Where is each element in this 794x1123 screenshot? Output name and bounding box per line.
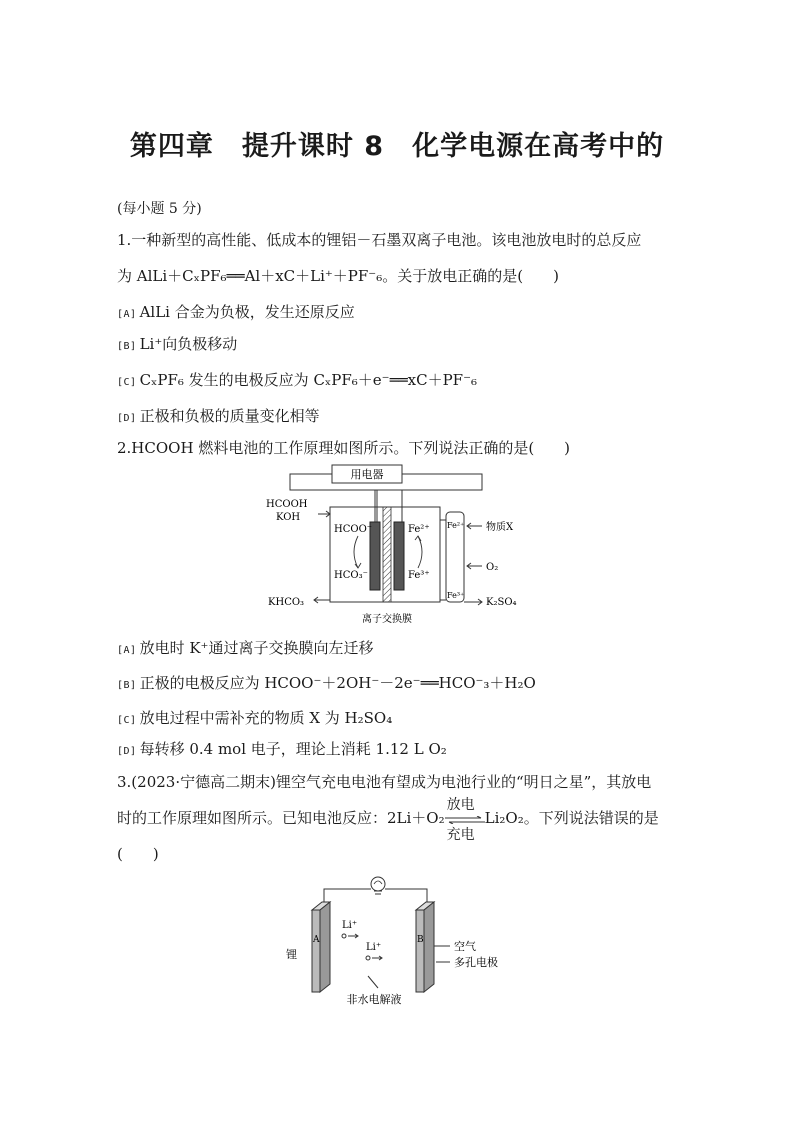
input-hcooh-label: HCOOH — [266, 499, 308, 510]
ion-fe3-label: Fe³⁺ — [408, 570, 430, 581]
q3-line2-part-a: 时的工作原理如图所示。已知电池反应：2Li＋O₂ — [117, 809, 445, 827]
option-tag: [C] — [117, 715, 137, 726]
reversible-arrow — [445, 797, 485, 843]
option-tag: [B] — [117, 680, 137, 691]
tank-fe2-label: Fe²⁺ — [447, 521, 465, 530]
electrode-b-label: B — [417, 935, 424, 945]
q3-stem-line1: 3.(2023·宁德高二期末)锂空气充电电池有望成为电池行业的“明日之星”，其放电 — [117, 773, 652, 791]
page-title: 第四章 提升课时 8 化学电源在高考中的 — [129, 131, 665, 162]
electrode-a-label: A — [313, 935, 320, 945]
fuel-cell-diagram — [262, 462, 532, 632]
device-label: 用电器 — [350, 468, 384, 481]
output-khco3-label: KHCO₃ — [268, 597, 305, 608]
lithium-label: 锂 — [286, 948, 297, 961]
option-text: 放电时 K⁺通过离子交换膜向左迁移 — [139, 639, 374, 657]
option-text: 每转移 0.4 mol 电子，理论上消耗 1.12 L O₂ — [139, 740, 447, 758]
tank-fe3-label: Fe³⁺ — [447, 591, 465, 600]
membrane-label: 离子交换膜 — [362, 614, 412, 625]
electrolyte-label: 非水电解液 — [346, 993, 402, 1006]
q2-option-a[interactable] — [117, 637, 373, 658]
option-tag: [C] — [117, 377, 137, 388]
q1-option-c[interactable] — [117, 369, 477, 390]
option-text: 正极和负极的质量变化相等 — [139, 407, 320, 425]
q2-stem: 2.HCOOH 燃料电池的工作原理如图所示。下列说法正确的是( ) — [117, 439, 571, 457]
porous-electrode-label: 多孔电极 — [454, 956, 498, 969]
input-x-label: 物质X — [486, 522, 514, 533]
option-text: 正极的电极反应为 HCOO⁻＋2OH⁻－2e⁻══HCO⁻₃＋H₂O — [139, 674, 536, 692]
q2-option-d[interactable] — [117, 738, 447, 759]
arrow-bottom-label: 充电 — [446, 827, 475, 843]
q1-stem-line2: 为 AlLi＋CₓPF₆══Al＋xC＋Li⁺＋PF⁻₆。关于放电正确的是( ) — [117, 267, 559, 285]
option-tag: [D] — [117, 746, 137, 757]
q1-option-b[interactable] — [117, 333, 237, 354]
option-tag: [A] — [117, 309, 137, 320]
ion-hco3-label: HCO₃⁻ — [334, 570, 368, 581]
q3-stem-line2 — [117, 797, 659, 843]
li-ion-label-1: Li⁺ — [342, 920, 358, 931]
option-tag: [B] — [117, 341, 137, 352]
option-text: CₓPF₆ 发生的电极反应为 CₓPF₆＋e⁻══xC＋PF⁻₆ — [139, 371, 478, 389]
q2-option-b[interactable] — [117, 672, 536, 693]
q3-line2-part-b: Li₂O₂。下列说法错误的是 — [484, 809, 659, 827]
q2-option-c[interactable] — [117, 707, 392, 728]
ion-hcoo-label: HCOO⁻ — [334, 524, 373, 535]
option-tag: [D] — [117, 413, 137, 424]
double-arrow-icon — [445, 816, 485, 824]
arrow-top-label: 放电 — [446, 797, 475, 813]
input-koh-label: KOH — [276, 512, 301, 523]
q3-answer-blank: ( ) — [117, 845, 159, 863]
air-label: 空气 — [454, 940, 476, 953]
score-note: (每小题 5 分) — [117, 201, 202, 217]
input-o2-label: O₂ — [486, 562, 499, 573]
option-text: Li⁺向负极移动 — [139, 335, 238, 353]
ion-fe2-label: Fe²⁺ — [408, 524, 430, 535]
option-text: AlLi 合金为负极，发生还原反应 — [139, 303, 355, 321]
li-ion-label-2: Li⁺ — [366, 942, 382, 953]
option-text: 放电过程中需补充的物质 X 为 H₂SO₄ — [139, 709, 393, 727]
q1-stem-line1: 1.一种新型的高性能、低成本的锂铝－石墨双离子电池。该电池放电时的总反应 — [117, 231, 642, 249]
option-tag: [A] — [117, 645, 137, 656]
output-k2so4-label: K₂SO₄ — [486, 597, 517, 608]
q1-option-d[interactable] — [117, 405, 320, 426]
q1-option-a[interactable] — [117, 301, 355, 322]
lithium-air-diagram — [282, 872, 512, 1012]
